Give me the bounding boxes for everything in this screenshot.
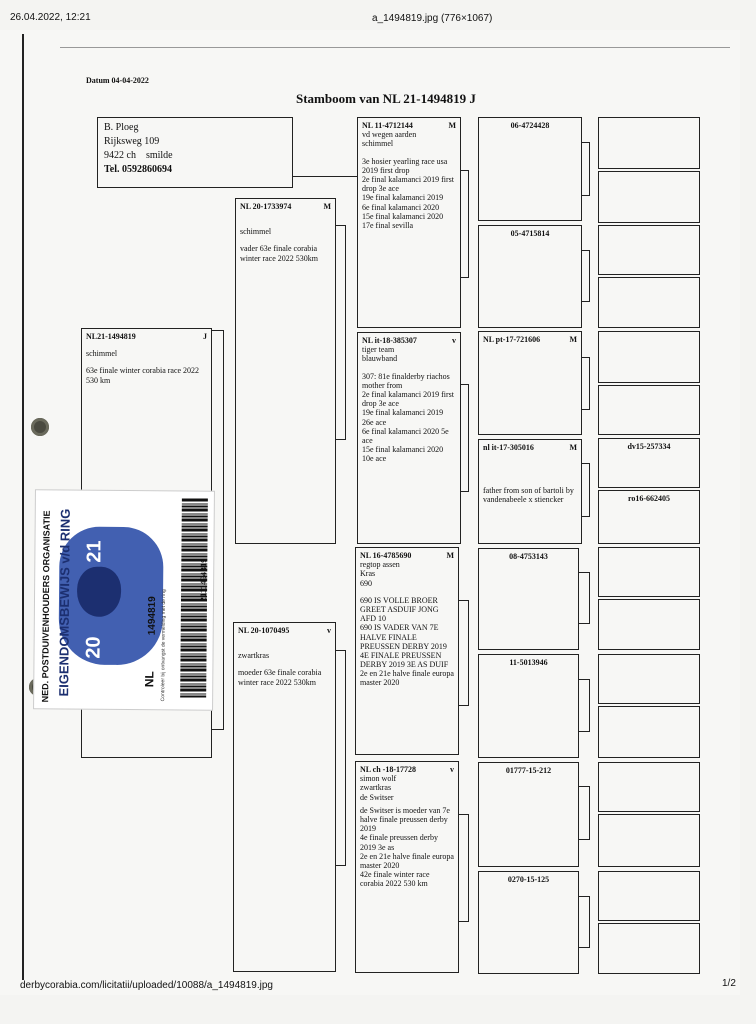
gen3-line: 17e final sevilla [362, 220, 414, 230]
connector-bracket [579, 679, 590, 732]
gen4-ring-id: NL pt-17-721606 [483, 335, 541, 344]
connector-bracket [459, 600, 469, 706]
document-date: Datum 04-04-2022 [86, 76, 149, 85]
connector-bracket [582, 142, 590, 196]
lion-crest-icon [77, 567, 121, 617]
pedigree-gen3-box [355, 761, 459, 973]
mother-sex: v [327, 626, 331, 635]
gen4-ring-id: 01777-15-212 [505, 766, 552, 775]
pedigree-gen5-box [598, 490, 700, 544]
connector-line [292, 176, 357, 177]
gen3-line: vd wegen aarden [362, 130, 417, 140]
mother-ring-id: NL 20-1070495 [238, 626, 290, 635]
gen3-line: mother from [362, 380, 403, 390]
pedigree-gen5-box [598, 331, 700, 383]
pedigree-gen3-box [355, 547, 459, 755]
pedigree-gen5-box [598, 225, 700, 275]
pedigree-gen4-box [478, 762, 579, 867]
gen3-line: de Switser [360, 792, 394, 802]
gen3-line: 15e final kalamanci 2020 10e ace [362, 445, 444, 464]
pedigree-father-box [235, 198, 336, 544]
gen3-sex: M [446, 551, 454, 560]
gen3-line: 2e en 21e halve finale europa master 2020 [360, 851, 454, 870]
gen4-sex: M [569, 443, 577, 452]
connector-bracket [461, 170, 469, 278]
pedigree-gen5-box [598, 599, 700, 650]
gen4-ring-id: 05-4715814 [510, 229, 550, 238]
gen3-line: de Switser is moeder van 7e halve finale preussen derby 2019 [360, 805, 450, 834]
gen3-line: 6e final kalamanci 2020 5e ace [362, 426, 449, 445]
card-org-name: NED. POSTDUIVENHOUDERS ORGANISATIE [40, 510, 52, 703]
father-ring-id: NL 20-1733974 [240, 202, 292, 211]
subject-ring-id: NL21-1494819 [86, 332, 136, 341]
print-file-title: a_1494819.jpg (776×1067) [372, 13, 493, 24]
pedigree-gen5-box [598, 706, 700, 758]
document-title: Stamboom van NL 21-1494819 J [296, 91, 476, 106]
connector-bracket [582, 463, 590, 517]
gen4-ring-id: 08-4753143 [509, 552, 548, 561]
gen3-line: 2e final kalamanci 2019 first drop 3e ace [362, 174, 454, 194]
pedigree-gen5-box [598, 117, 700, 169]
gen3-sex: v [450, 765, 454, 774]
connector-bracket [336, 225, 346, 440]
card-ring-number: 1494819 [146, 596, 159, 636]
pedigree-mother-box [233, 622, 336, 972]
pedigree-gen4-box [478, 225, 582, 328]
gen3-line: 2e en 21e halve finale europa master 2020 [360, 669, 454, 688]
card-barcode-number: 2111494819 [198, 558, 209, 602]
connector-bracket [579, 896, 590, 948]
gen3-line: 19e final kalamanci 2019 26e ace [362, 408, 444, 427]
gen4-ring-id: 06-4724428 [510, 121, 550, 130]
pedigree-gen3-box [357, 117, 461, 328]
binder-margin-line [22, 34, 24, 980]
gen5-ring-id: ro16-662405 [627, 494, 671, 503]
subject-color: schimmel [86, 349, 118, 359]
subject-sex: J [203, 332, 207, 341]
pedigree-gen4-box [478, 439, 582, 544]
gen3-ring-id: NL it-18-385307 [362, 336, 417, 345]
card-note: Controleer bij ontvangst de vermelding met de ring [160, 589, 168, 702]
pedigree-gen3-box [357, 332, 461, 544]
gen3-line: 15e final kalamanci 2020 [362, 211, 444, 221]
gen3-line: 4e finale preussen derby 2019 3e as [360, 833, 438, 852]
pedigree-gen4-box [478, 331, 582, 435]
gen3-line: 690 [360, 578, 372, 588]
gen5-ring-id: dv15-257334 [627, 442, 671, 451]
gen3-line: zwartkras [360, 783, 392, 793]
father-result: vader 63e finale corabia winter race 2022 530km [240, 244, 318, 263]
gen3-line: tiger team [362, 345, 395, 355]
gen3-sex: M [448, 121, 456, 130]
gen3-ring-id: NL 16-4785690 [360, 551, 412, 560]
pedigree-gen5-box [598, 871, 700, 921]
gen3-line: simon wolf [360, 774, 397, 784]
pedigree-gen5-box [598, 923, 700, 974]
gen3-line: 2e final kalamanci 2019 first drop 3e ace [362, 389, 454, 409]
print-timestamp: 26.04.2022, 12:21 [10, 12, 91, 23]
connector-bracket [579, 786, 590, 840]
punch-hole-icon [31, 418, 49, 436]
print-page-counter: 1/2 [722, 978, 736, 989]
card-year-left: 20 [82, 636, 105, 659]
gen4-ring-id: nl it-17-305016 [483, 443, 534, 452]
mother-result: moeder 63e finale corabia winter race 2022 530km [238, 668, 322, 687]
gen3-line: 690 IS VOLLE BROER GREET ASDUIF JONG AFD 10 [360, 595, 439, 624]
connector-bracket [582, 250, 590, 302]
ring-ownership-card [33, 489, 215, 711]
gen3-line: regtop assen [360, 560, 400, 570]
gen4-line: father from son of bartoli by vandenabeele x stiencker [483, 486, 574, 505]
gen3-line: 6e final kalamanci 2020 [362, 202, 440, 212]
pedigree-gen5-box [598, 171, 700, 223]
pedigree-gen5-box [598, 547, 700, 597]
owner-city: 9422 ch smilde [104, 150, 173, 161]
pedigree-gen4-box [478, 871, 579, 974]
connector-bracket [579, 572, 590, 624]
pedigree-gen5-box [598, 277, 700, 328]
owner-street: Rijksweg 109 [104, 136, 160, 147]
connector-bracket [461, 384, 469, 492]
pedigree-gen5-box [598, 654, 700, 704]
gen3-sex: v [452, 336, 456, 345]
gen4-ring-id: 0270-15-125 [507, 875, 550, 884]
card-title: EIGENDOMSBEWIJS v/d RING [56, 508, 73, 697]
father-color: schimmel [240, 227, 272, 237]
gen3-ring-id: NL 11-4712144 [362, 121, 413, 130]
gen3-line: blauwband [362, 354, 398, 364]
gen3-line: 307: 81e finalderby riachos [362, 371, 450, 381]
card-country: NL [142, 671, 157, 688]
gen4-sex: M [569, 335, 577, 344]
pedigree-gen4-box [478, 548, 579, 650]
gen3-line: 3e hosier yearling race usa 2019 first drop [362, 156, 448, 175]
gen3-line: 19e final kalamanci 2019 [362, 193, 444, 203]
gen3-ring-id: NL ch -18-17728 [360, 765, 416, 774]
pedigree-gen4-box [478, 117, 582, 221]
print-footer-url: derbycorabia.com/licitatii/uploaded/10088/a_1494819.jpg [20, 980, 273, 991]
owner-phone: Tel. 0592860694 [104, 164, 172, 175]
gen3-line: 690 IS VADER VAN 7E HALVE FINALE PREUSSEN DERBY 2019 4E FINALE PREUSSEN DERBY 2019 3E AS DUIF [360, 623, 449, 670]
pedigree-gen5-box [598, 814, 700, 867]
pedigree-gen5-box [598, 438, 700, 488]
connector-bracket [336, 650, 346, 866]
mother-color: zwartkras [238, 651, 270, 661]
pedigree-gen5-box [598, 762, 700, 812]
father-sex: M [323, 202, 331, 211]
pedigree-gen4-box [478, 654, 579, 758]
gen3-line: 42e finale winter race corabia 2022 530 km [360, 870, 430, 889]
subject-result: 63e finale winter corabia race 2022 530 km [86, 366, 200, 385]
gen3-line: schimmel [362, 139, 394, 149]
owner-box [97, 117, 293, 188]
connector-bracket [582, 357, 590, 410]
pedigree-gen5-box [598, 385, 700, 435]
gen4-ring-id: 11-5013946 [509, 658, 548, 667]
dashed-rule [60, 47, 730, 48]
connector-bracket [459, 814, 469, 922]
gen3-line: Kras [360, 569, 376, 579]
owner-name: B. Ploeg [104, 122, 139, 133]
card-year-right: 21 [83, 540, 106, 563]
